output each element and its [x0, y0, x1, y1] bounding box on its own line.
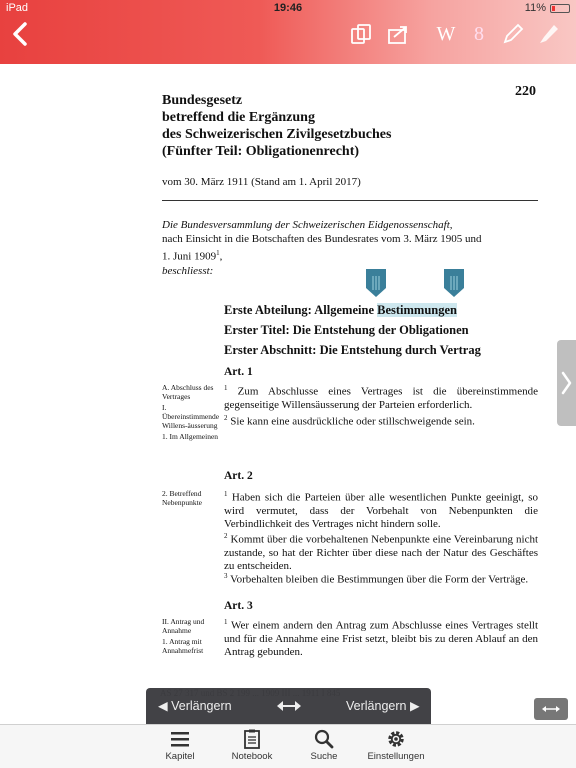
extend-right-button[interactable]: Verlängern ▶	[346, 699, 420, 713]
wikipedia-icon: W	[436, 23, 456, 45]
gear-icon	[385, 729, 407, 749]
heading-titel: Erster Titel: Die Entstehung der Obligationen	[224, 323, 469, 337]
bottom-tab-bar	[0, 724, 576, 768]
paragraph: $^1$ Wer einem andern den Antrag zum Abschlusse eines Vertrages stellt und für die Annahme eine Frist setzt, bleibt bis zu deren Ablauf an den Antrag gebunden.	[224, 618, 538, 658]
google-icon: 8	[474, 23, 484, 45]
footnote-link[interactable]: 1	[216, 249, 220, 257]
tab-einstellungen[interactable]: Einstellungen	[366, 729, 426, 762]
expand-selection-button[interactable]	[276, 698, 302, 714]
chevron-right-icon	[557, 340, 576, 426]
preamble: Die Bundesversammlung der Schweizerischen Eidgenossenschaft, nach Einsicht in die Botschaften des Bundesrates vom 3. März 1905 und 1. Juni 1909$^1$, beschliesst:	[162, 219, 482, 277]
battery-icon	[550, 4, 570, 13]
pencil-button[interactable]	[500, 22, 526, 46]
article-heading: Art. 3	[224, 600, 253, 612]
battery-percentage: 11%	[524, 2, 546, 14]
clock: 19:46	[273, 2, 303, 14]
selection-start-handle[interactable]	[365, 268, 387, 298]
double-arrow-icon	[534, 698, 568, 720]
wikipedia-button[interactable]	[433, 22, 459, 46]
copy-icon	[349, 22, 373, 46]
tab-notebook[interactable]: Notebook	[222, 729, 282, 762]
share-button[interactable]	[385, 22, 411, 46]
article-heading: Art. 1	[224, 366, 253, 378]
heading-abschnitt: Erster Abschnitt: Die Entstehung durch Vertrag	[224, 343, 481, 357]
paragraph: $^1$ Zum Abschlusse eines Vertrages ist die übereinstimmende gegenseitige Willensäusserung der Parteien erforderlich.	[224, 384, 538, 411]
document-title: Bundesgesetz betreffend die Ergänzung des Schweizerischen Zivilgesetzbuches (Fünfter Teil: Obligationenrecht)	[162, 93, 392, 159]
search-icon	[313, 729, 335, 749]
back-chevron-icon	[8, 20, 32, 48]
selected-text[interactable]: Bestimmungen	[377, 303, 457, 317]
article-heading: Art. 2	[224, 470, 253, 482]
divider	[162, 200, 538, 201]
heading-abteilung: Erste Abteilung: Allgemeine Bestimmungen	[224, 303, 457, 317]
paragraph: $^2$ Sie kann eine ausdrückliche oder stillschweigende sein.	[224, 414, 475, 428]
status-bar	[0, 0, 576, 18]
margin-note: 2. Betreffend Nebenpunkte	[162, 489, 202, 507]
pencil-icon	[501, 22, 525, 46]
extend-left-button[interactable]: ◀ Verlängern	[158, 699, 232, 713]
selection-end-handle[interactable]	[443, 268, 465, 298]
paragraph: $^3$ Vorbehalten bleiben die Bestimmungen über die Form der Verträge.	[224, 572, 529, 586]
highlighter-button[interactable]	[536, 22, 562, 46]
top-navigation-bar	[0, 0, 576, 64]
arrow-left-icon: ◀	[158, 699, 168, 713]
paragraph: $^2$ Kommt über die vorbehaltenen Nebenpunkte eine Vereinbarung nicht zustande, so hat der Richter über diese nach der Natur des Geschäftes zu entscheiden.	[224, 532, 539, 572]
margin-note: II. Antrag und Annahme 1. Antrag mit Annahmefrist	[162, 617, 205, 655]
next-page-handle[interactable]	[557, 340, 576, 426]
arrow-right-icon: ▶	[409, 699, 420, 713]
list-icon	[169, 729, 191, 749]
highlighter-icon	[537, 22, 561, 46]
google-button[interactable]	[466, 22, 492, 46]
paragraph: $^1$ Haben sich die Parteien über alle wesentlichen Punkte geeinigt, so wird vermutet, dass der Vorbehalt von Nebenpunkten die Verbindlichkeit des Vertrages nicht hindern solle.	[224, 490, 538, 530]
margin-note: A. Abschluss des Vertrages I. Übereinstimmende Willens-äusserung 1. Im Allgemeinen	[162, 383, 220, 441]
double-arrow-icon	[276, 698, 302, 714]
page-number: 220	[515, 84, 536, 99]
document-page	[0, 64, 576, 724]
clipboard-icon	[241, 729, 263, 749]
tab-suche[interactable]: Suche	[294, 729, 354, 762]
tab-kapitel[interactable]: Kapitel	[150, 729, 210, 762]
document-date: vom 30. März 1911 (Stand am 1. April 2017)	[162, 176, 361, 188]
selection-extend-bar	[146, 688, 431, 724]
carrier-label: iPad	[6, 2, 29, 14]
resize-toggle-button[interactable]	[534, 698, 568, 720]
copy-button[interactable]	[348, 22, 374, 46]
back-button[interactable]	[8, 20, 32, 48]
section-headings	[224, 300, 481, 360]
share-icon	[386, 22, 410, 46]
